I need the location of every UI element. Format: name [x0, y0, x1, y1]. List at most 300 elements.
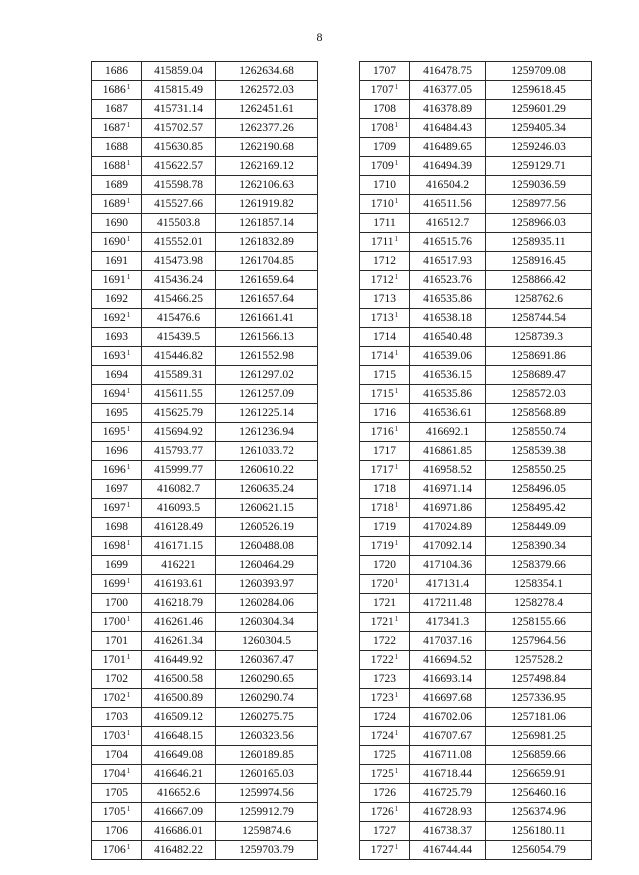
- point-number: 1714: [370, 350, 394, 362]
- point-number-cell: [92, 518, 142, 537]
- x-coordinate-cell: 416082.7: [142, 480, 216, 499]
- x-coordinate-cell: 416958.52: [410, 461, 486, 480]
- x-coordinate-cell: 416171.15: [142, 537, 216, 556]
- y-coordinate-cell: 1258379.66: [486, 556, 592, 575]
- table-row: [360, 62, 592, 81]
- x-coordinate-cell: 416500.89: [142, 689, 216, 708]
- table-row: [92, 575, 318, 594]
- point-number: 1712: [370, 274, 394, 286]
- point-number: 1688: [102, 160, 126, 172]
- table-row: [360, 195, 592, 214]
- y-coordinate-cell: 1256054.79: [486, 841, 592, 860]
- y-coordinate-cell: 1258866.42: [486, 271, 592, 290]
- x-coordinate-cell: 415630.85: [142, 138, 216, 157]
- point-number-superscript: 1: [394, 83, 399, 91]
- table-row: [92, 556, 318, 575]
- point-number: 1703: [102, 730, 126, 742]
- y-coordinate-cell: 1258449.09: [486, 518, 592, 537]
- x-coordinate-cell: 416536.15: [410, 366, 486, 385]
- x-coordinate-cell: 416378.89: [410, 100, 486, 119]
- point-number: 1711: [373, 217, 396, 229]
- table-row: [92, 366, 318, 385]
- point-number-cell: [92, 708, 142, 727]
- x-coordinate-cell: 416692.1: [410, 423, 486, 442]
- table-row: [360, 841, 592, 860]
- point-number-superscript: 1: [394, 691, 399, 699]
- point-number-cell: [360, 575, 410, 594]
- table-row: [92, 138, 318, 157]
- y-coordinate-cell: 1260290.74: [216, 689, 318, 708]
- table-row: [360, 784, 592, 803]
- point-number: 1725: [373, 749, 396, 761]
- table-row: [360, 176, 592, 195]
- table-row: [92, 214, 318, 233]
- y-coordinate-cell: 1258155.66: [486, 613, 592, 632]
- table-row: [360, 518, 592, 537]
- table-row: [92, 822, 318, 841]
- point-number: 1695: [102, 426, 126, 438]
- x-coordinate-cell: 416648.15: [142, 727, 216, 746]
- y-coordinate-cell: 1260304.5: [216, 632, 318, 651]
- x-coordinate-cell: 416218.79: [142, 594, 216, 613]
- table-row: [92, 480, 318, 499]
- point-number-cell: [360, 423, 410, 442]
- x-coordinate-cell: 416536.61: [410, 404, 486, 423]
- table-row: [360, 366, 592, 385]
- y-coordinate-cell: 1256981.25: [486, 727, 592, 746]
- x-coordinate-cell: 416693.14: [410, 670, 486, 689]
- x-coordinate-cell: 416535.86: [410, 290, 486, 309]
- table-row: [92, 708, 318, 727]
- point-number: 1695: [105, 407, 128, 419]
- y-coordinate-cell: 1260621.15: [216, 499, 318, 518]
- point-number-cell: [360, 309, 410, 328]
- y-coordinate-cell: 1260635.24: [216, 480, 318, 499]
- point-number-superscript: 1: [126, 463, 131, 471]
- table-row: [92, 803, 318, 822]
- point-number-cell: [92, 328, 142, 347]
- point-number: 1698: [102, 540, 126, 552]
- y-coordinate-cell: 1260290.65: [216, 670, 318, 689]
- point-number-cell: [92, 727, 142, 746]
- y-coordinate-cell: 1262190.68: [216, 138, 318, 157]
- x-coordinate-cell: 416539.06: [410, 347, 486, 366]
- point-number: 1718: [370, 502, 394, 514]
- point-number: 1707: [370, 84, 394, 96]
- y-coordinate-cell: 1257336.95: [486, 689, 592, 708]
- x-coordinate-cell: 416478.75: [410, 62, 486, 81]
- point-number-cell: [360, 195, 410, 214]
- y-coordinate-cell: 1258568.89: [486, 404, 592, 423]
- point-number-cell: [92, 784, 142, 803]
- point-number-cell: [360, 100, 410, 119]
- y-coordinate-cell: 1258744.54: [486, 309, 592, 328]
- point-number: 1702: [102, 692, 126, 704]
- x-coordinate-cell: 416093.5: [142, 499, 216, 518]
- x-coordinate-cell: 415446.82: [142, 347, 216, 366]
- y-coordinate-cell: 1261033.72: [216, 442, 318, 461]
- x-coordinate-cell: 416538.18: [410, 309, 486, 328]
- table-row: [360, 81, 592, 100]
- point-number-cell: [360, 670, 410, 689]
- y-coordinate-cell: 1258977.56: [486, 195, 592, 214]
- table-row: [360, 765, 592, 784]
- table-row: [360, 594, 592, 613]
- point-number-cell: [92, 176, 142, 195]
- y-coordinate-cell: 1260367.47: [216, 651, 318, 670]
- table-row: [360, 613, 592, 632]
- y-coordinate-cell: 1262377.26: [216, 119, 318, 138]
- point-number-cell: [360, 214, 410, 233]
- point-number-cell: [360, 81, 410, 100]
- table-row: [92, 271, 318, 290]
- point-number: 1706: [105, 825, 128, 837]
- point-number: 1713: [373, 293, 396, 305]
- point-number-cell: [92, 803, 142, 822]
- x-coordinate-cell: 416711.08: [410, 746, 486, 765]
- x-coordinate-cell: 416128.49: [142, 518, 216, 537]
- point-number: 1692: [105, 293, 128, 305]
- y-coordinate-cell: 1258762.6: [486, 290, 592, 309]
- table-row: [92, 328, 318, 347]
- y-coordinate-cell: 1258691.86: [486, 347, 592, 366]
- point-number: 1721: [373, 597, 396, 609]
- point-number-cell: [360, 328, 410, 347]
- table-row: [92, 689, 318, 708]
- table-row: [92, 784, 318, 803]
- y-coordinate-cell: 1259129.71: [486, 157, 592, 176]
- point-number-superscript: 1: [126, 197, 131, 205]
- x-coordinate-cell: 416494.39: [410, 157, 486, 176]
- point-number-superscript: 1: [394, 577, 399, 585]
- table-row: [92, 461, 318, 480]
- y-coordinate-cell: 1260526.19: [216, 518, 318, 537]
- table-row: [92, 290, 318, 309]
- table-row: [360, 423, 592, 442]
- x-coordinate-cell: 415436.24: [142, 271, 216, 290]
- point-number-cell: [92, 841, 142, 860]
- point-number: 1705: [102, 806, 126, 818]
- y-coordinate-cell: 1262572.03: [216, 81, 318, 100]
- point-number-cell: [92, 556, 142, 575]
- table-row: [360, 461, 592, 480]
- x-coordinate-cell: 415527.66: [142, 195, 216, 214]
- y-coordinate-cell: 1258739.3: [486, 328, 592, 347]
- point-number-cell: [360, 442, 410, 461]
- y-coordinate-cell: 1260284.06: [216, 594, 318, 613]
- x-coordinate-cell: 416646.21: [142, 765, 216, 784]
- table-row: [92, 518, 318, 537]
- point-number-cell: [360, 613, 410, 632]
- point-number: 1722: [370, 654, 394, 666]
- y-coordinate-cell: 1259618.45: [486, 81, 592, 100]
- point-number-cell: [360, 556, 410, 575]
- point-number-superscript: 1: [394, 349, 399, 357]
- point-number-superscript: 1: [394, 387, 399, 395]
- y-coordinate-cell: 1261297.02: [216, 366, 318, 385]
- point-number: 1694: [102, 388, 126, 400]
- point-number-cell: [92, 689, 142, 708]
- point-number-cell: [360, 119, 410, 138]
- point-number-superscript: 1: [394, 197, 399, 205]
- table-row: [92, 385, 318, 404]
- y-coordinate-cell: 1262634.68: [216, 62, 318, 81]
- y-coordinate-cell: 1262106.63: [216, 176, 318, 195]
- y-coordinate-cell: 1256659.91: [486, 765, 592, 784]
- y-coordinate-cell: 1261857.14: [216, 214, 318, 233]
- point-number: 1693: [105, 331, 128, 343]
- y-coordinate-cell: 1258689.47: [486, 366, 592, 385]
- x-coordinate-cell: 416509.12: [142, 708, 216, 727]
- point-number: 1689: [105, 179, 128, 191]
- point-number-superscript: 1: [394, 539, 399, 547]
- y-coordinate-cell: 1260488.08: [216, 537, 318, 556]
- y-coordinate-cell: 1259405.34: [486, 119, 592, 138]
- x-coordinate-cell: 415694.92: [142, 423, 216, 442]
- point-number-cell: [92, 195, 142, 214]
- point-number-superscript: 1: [126, 121, 131, 129]
- y-coordinate-cell: 1261704.85: [216, 252, 318, 271]
- y-coordinate-cell: 1257528.2: [486, 651, 592, 670]
- y-coordinate-cell: 1258916.45: [486, 252, 592, 271]
- point-number: 1720: [373, 559, 396, 571]
- y-coordinate-cell: 1259246.03: [486, 138, 592, 157]
- y-coordinate-cell: 1258495.42: [486, 499, 592, 518]
- x-coordinate-cell: 415859.04: [142, 62, 216, 81]
- point-number-cell: [92, 499, 142, 518]
- x-coordinate-cell: 415552.01: [142, 233, 216, 252]
- table-row: [360, 556, 592, 575]
- x-coordinate-cell: 416697.68: [410, 689, 486, 708]
- x-coordinate-cell: 416971.14: [410, 480, 486, 499]
- y-coordinate-cell: 1261661.41: [216, 309, 318, 328]
- point-number-superscript: 1: [126, 425, 131, 433]
- x-coordinate-cell: 416504.2: [410, 176, 486, 195]
- point-number-cell: [92, 366, 142, 385]
- x-coordinate-cell: 415622.57: [142, 157, 216, 176]
- point-number: 1692: [102, 312, 126, 324]
- y-coordinate-cell: 1259703.79: [216, 841, 318, 860]
- table-row: [360, 480, 592, 499]
- y-coordinate-cell: 1258550.25: [486, 461, 592, 480]
- point-number-cell: [360, 157, 410, 176]
- table-row: [360, 442, 592, 461]
- point-number: 1712: [373, 255, 396, 267]
- point-number-cell: [360, 176, 410, 195]
- table-row: [360, 727, 592, 746]
- point-number-cell: [92, 537, 142, 556]
- point-number-cell: [92, 575, 142, 594]
- y-coordinate-cell: 1256460.16: [486, 784, 592, 803]
- table-row: [360, 157, 592, 176]
- point-number-cell: [360, 233, 410, 252]
- table-row: [92, 841, 318, 860]
- point-number-cell: [92, 119, 142, 138]
- y-coordinate-cell: 1260304.34: [216, 613, 318, 632]
- x-coordinate-cell: 416500.58: [142, 670, 216, 689]
- table-row: [360, 670, 592, 689]
- point-number-superscript: 1: [394, 311, 399, 319]
- point-number-superscript: 1: [126, 615, 131, 623]
- point-number: 1691: [102, 274, 126, 286]
- table-row: [92, 765, 318, 784]
- y-coordinate-cell: 1259912.79: [216, 803, 318, 822]
- y-coordinate-cell: 1261919.82: [216, 195, 318, 214]
- point-number-cell: [360, 689, 410, 708]
- point-number-cell: [360, 366, 410, 385]
- point-number-superscript: 1: [126, 577, 131, 585]
- point-number-cell: [92, 746, 142, 765]
- point-number-superscript: 1: [394, 501, 399, 509]
- point-number: 1691: [105, 255, 128, 267]
- x-coordinate-cell: 415702.57: [142, 119, 216, 138]
- table-row: [92, 404, 318, 423]
- point-number: 1710: [373, 179, 396, 191]
- point-number-cell: [92, 233, 142, 252]
- y-coordinate-cell: 1262451.61: [216, 100, 318, 119]
- point-number-cell: [92, 632, 142, 651]
- point-number-cell: [360, 708, 410, 727]
- point-number: 1725: [370, 768, 394, 780]
- x-coordinate-cell: 416652.6: [142, 784, 216, 803]
- point-number-cell: [360, 461, 410, 480]
- y-coordinate-cell: 1260189.85: [216, 746, 318, 765]
- point-number: 1717: [370, 464, 394, 476]
- point-number-cell: [92, 822, 142, 841]
- table-row: [360, 575, 592, 594]
- point-number: 1704: [105, 749, 128, 761]
- table-row: [92, 81, 318, 100]
- point-number: 1686: [105, 65, 128, 77]
- point-number-cell: [360, 499, 410, 518]
- point-number: 1700: [105, 597, 128, 609]
- table-row: [92, 613, 318, 632]
- coordinates-table-right: [359, 61, 592, 860]
- table-row: [92, 157, 318, 176]
- point-number-cell: [360, 765, 410, 784]
- table-row: [360, 689, 592, 708]
- table-row: [92, 746, 318, 765]
- table-row: [360, 746, 592, 765]
- x-coordinate-cell: 416449.92: [142, 651, 216, 670]
- point-number: 1707: [373, 65, 396, 77]
- point-number: 1724: [370, 730, 394, 742]
- y-coordinate-cell: 1258572.03: [486, 385, 592, 404]
- point-number: 1713: [370, 312, 394, 324]
- point-number: 1689: [102, 198, 126, 210]
- point-number-cell: [360, 480, 410, 499]
- y-coordinate-cell: 1256374.96: [486, 803, 592, 822]
- table-row: [92, 499, 318, 518]
- table-row: [92, 423, 318, 442]
- y-coordinate-cell: 1259974.56: [216, 784, 318, 803]
- point-number-cell: [360, 138, 410, 157]
- point-number-superscript: 1: [394, 843, 399, 851]
- point-number-cell: [360, 347, 410, 366]
- y-coordinate-cell: 1259036.59: [486, 176, 592, 195]
- y-coordinate-cell: 1260610.22: [216, 461, 318, 480]
- point-number: 1721: [370, 616, 394, 628]
- point-number: 1694: [105, 369, 128, 381]
- point-number-superscript: 1: [126, 159, 131, 167]
- point-number-cell: [92, 651, 142, 670]
- point-number-cell: [92, 594, 142, 613]
- point-number: 1716: [373, 407, 396, 419]
- point-number: 1697: [105, 483, 128, 495]
- y-coordinate-cell: 1256180.11: [486, 822, 592, 841]
- y-coordinate-cell: 1260275.75: [216, 708, 318, 727]
- point-number-cell: [92, 81, 142, 100]
- table-row: [92, 176, 318, 195]
- point-number-cell: [92, 765, 142, 784]
- point-number-superscript: 1: [126, 653, 131, 661]
- x-coordinate-cell: 416861.85: [410, 442, 486, 461]
- point-number-cell: [92, 423, 142, 442]
- point-number: 1716: [370, 426, 394, 438]
- y-coordinate-cell: 1261236.94: [216, 423, 318, 442]
- point-number-cell: [360, 784, 410, 803]
- point-number-superscript: 1: [126, 387, 131, 395]
- point-number-cell: [92, 271, 142, 290]
- point-number-superscript: 1: [394, 729, 399, 737]
- table-row: [360, 347, 592, 366]
- table-row: [360, 651, 592, 670]
- point-number-superscript: 1: [394, 463, 399, 471]
- x-coordinate-cell: 417104.36: [410, 556, 486, 575]
- x-coordinate-cell: 416694.52: [410, 651, 486, 670]
- point-number: 1727: [370, 844, 394, 856]
- point-number-cell: [92, 100, 142, 119]
- x-coordinate-cell: 415999.77: [142, 461, 216, 480]
- point-number-cell: [92, 347, 142, 366]
- point-number: 1726: [370, 806, 394, 818]
- page-number: 8: [316, 30, 323, 44]
- x-coordinate-cell: 416718.44: [410, 765, 486, 784]
- x-coordinate-cell: 416517.93: [410, 252, 486, 271]
- table-row: [360, 252, 592, 271]
- point-number-cell: [360, 632, 410, 651]
- point-number-cell: [360, 404, 410, 423]
- table-row: [360, 537, 592, 556]
- y-coordinate-cell: 1256859.66: [486, 746, 592, 765]
- y-coordinate-cell: 1260165.03: [216, 765, 318, 784]
- point-number-superscript: 1: [126, 349, 131, 357]
- table-row: [92, 537, 318, 556]
- y-coordinate-cell: 1259601.29: [486, 100, 592, 119]
- point-number: 1722: [373, 635, 396, 647]
- point-number: 1719: [373, 521, 396, 533]
- point-number: 1698: [105, 521, 128, 533]
- point-number-cell: [360, 62, 410, 81]
- table-row: [360, 822, 592, 841]
- point-number-superscript: 1: [126, 501, 131, 509]
- y-coordinate-cell: 1261566.13: [216, 328, 318, 347]
- x-coordinate-cell: 415476.6: [142, 309, 216, 328]
- y-coordinate-cell: 1258390.34: [486, 537, 592, 556]
- table-row: [360, 499, 592, 518]
- point-number-superscript: 1: [394, 653, 399, 661]
- point-number: 1709: [373, 141, 396, 153]
- point-number: 1717: [373, 445, 396, 457]
- point-number-cell: [92, 385, 142, 404]
- y-coordinate-cell: 1257498.84: [486, 670, 592, 689]
- y-coordinate-cell: 1258550.74: [486, 423, 592, 442]
- point-number: 1715: [373, 369, 396, 381]
- table-row: [360, 328, 592, 347]
- point-number-cell: [360, 518, 410, 537]
- x-coordinate-cell: 415473.98: [142, 252, 216, 271]
- y-coordinate-cell: 1261257.09: [216, 385, 318, 404]
